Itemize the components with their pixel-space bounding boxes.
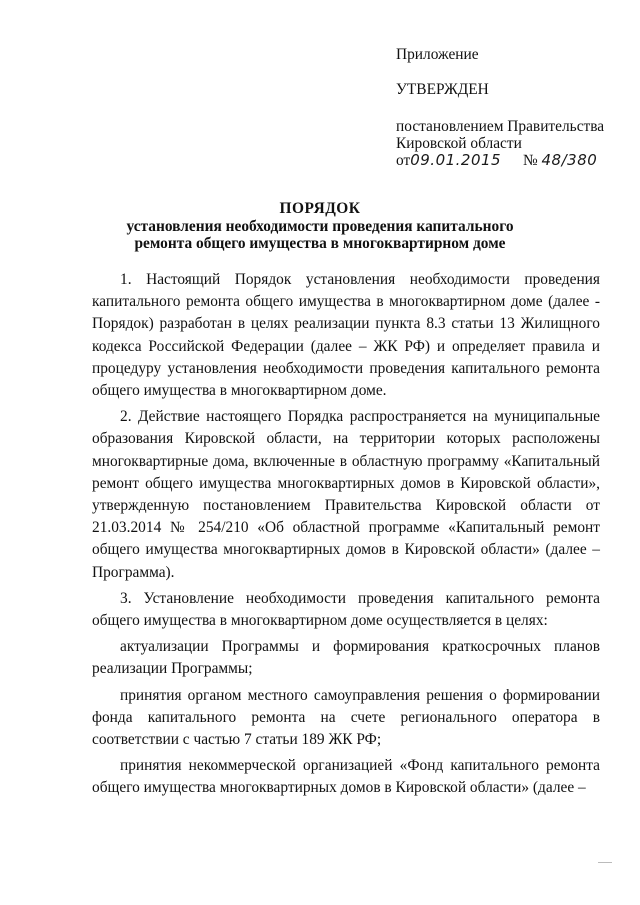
paragraph-2: 2. Действие настоящего Порядка распространяется на муниципальные образования Кировской области, на территории которых расположены многоквартирные дома, включенные в областную программу «Капитальный ремонт общего имущества многоквартирных домов в Кировской области», утвержденную постановлением Правительства Кировской области от 21.03.2014 № 254/210 «Об областной программе «Капитальный ремонт общего имущества многоквартирных домов в Кировской области» (далее – Программа). xyxy=(92,408,600,581)
handwritten-date: 09.01.2015 xyxy=(410,151,502,169)
date-number-line xyxy=(396,152,616,169)
date-prefix: от xyxy=(396,152,411,169)
document-body xyxy=(92,269,600,804)
paragraph-3-item-2: принятия органом местного самоуправления решения о формировании фонда капитального ремонта на счете регионального оператора в соответствии с частью 7 статьи 189 ЖК РФ; xyxy=(92,686,600,749)
number-prefix: № xyxy=(522,152,538,169)
title-subtitle-line-1: установления необходимости проведения капитального xyxy=(126,218,514,235)
title-subtitle-line-2: ремонта общего имущества в многоквартирном доме xyxy=(134,235,506,252)
paragraph-1: 1. Настоящий Порядок установления необходимости проведения капитального ремонта общего имущества в многоквартирном доме (далее - Порядок) разработан в целях реализации пункта 8.3 статьи 13 Жилищного кодекса Российской Федерации (далее – ЖК РФ) и определяет правила и процедуру установления необходимости проведения капитального ремонта общего имущества в многоквартирном доме. xyxy=(92,271,600,400)
document-title xyxy=(120,200,520,252)
appendix-label: Приложение xyxy=(396,46,479,63)
approved-label: УТВЕРЖДЕН xyxy=(396,81,489,98)
paragraph-3: 3. Установление необходимости проведения капитального ремонта общего имущества в многоквартирном доме осуществляется в целях: xyxy=(92,589,600,630)
issued-by-line-2: Кировской области xyxy=(396,135,522,152)
paragraph-3-item-1: актуализации Программы и формирования краткосрочных планов реализации Программы; xyxy=(92,638,600,678)
issued-by-line-1: постановлением Правительства xyxy=(396,118,605,135)
approval-block xyxy=(396,46,616,169)
handwritten-number: 48/380 xyxy=(541,151,598,169)
paragraph-3-item-3: принятия некоммерческой организацией «Фонд капитального ремонта общего имущества многоквартирных домов в Кировской области» (далее – xyxy=(92,757,600,797)
scan-mark xyxy=(598,862,612,863)
title-main: ПОРЯДОК xyxy=(279,200,361,217)
